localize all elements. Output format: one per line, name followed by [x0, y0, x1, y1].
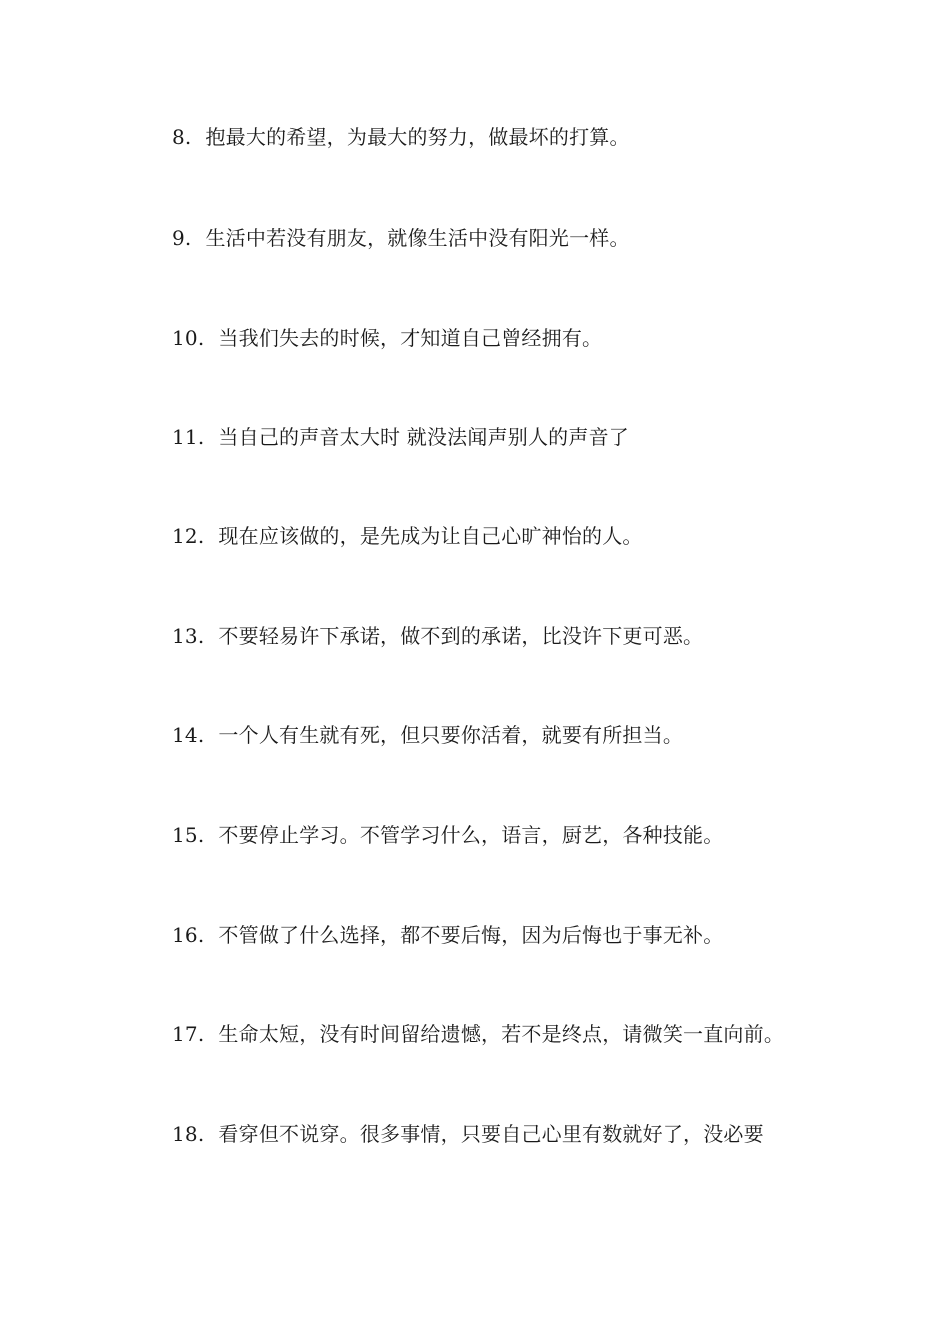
item-number: 17.	[172, 1022, 205, 1046]
list-item	[172, 520, 912, 552]
item-text: 生活中若没有朋友，就像生活中没有阳光一样。	[205, 226, 630, 250]
item-text: 当自己的声音太大时 就没法闻声别人的声音了	[218, 425, 629, 449]
list-item	[172, 919, 912, 951]
list-item	[172, 121, 912, 153]
item-text: 抱最大的希望，为最大的努力，做最坏的打算。	[205, 125, 630, 149]
list-item	[172, 1018, 912, 1050]
item-number: 10.	[172, 326, 205, 350]
item-number: 9.	[172, 226, 192, 250]
list-item	[172, 620, 912, 652]
item-text: 不管做了什么选择，都不要后悔，因为后悔也于事无补。	[218, 923, 724, 947]
item-number: 12.	[172, 524, 205, 548]
item-number: 11.	[172, 425, 205, 449]
item-number: 13.	[172, 624, 205, 648]
list-item	[172, 1118, 912, 1150]
list-item	[172, 322, 912, 354]
item-number: 16.	[172, 923, 205, 947]
item-text: 不要轻易许下承诺，做不到的承诺，比没许下更可恶。	[218, 624, 704, 648]
item-number: 14.	[172, 723, 205, 747]
item-text: 看穿但不说穿。很多事情，只要自己心里有数就好了，没必要	[218, 1122, 764, 1146]
item-text: 不要停止学习。不管学习什么，语言，厨艺，各种技能。	[218, 823, 724, 847]
item-number: 18.	[172, 1122, 205, 1146]
list-item	[172, 222, 912, 254]
item-number: 8.	[172, 125, 192, 149]
list-item	[172, 819, 912, 851]
item-number: 15.	[172, 823, 205, 847]
item-text: 现在应该做的，是先成为让自己心旷神怡的人。	[218, 524, 643, 548]
item-text: 当我们失去的时候，才知道自己曾经拥有。	[218, 326, 603, 350]
item-text: 一个人有生就有死，但只要你活着，就要有所担当。	[218, 723, 684, 747]
list-item	[172, 719, 912, 751]
item-text: 生命太短，没有时间留给遗憾，若不是终点，请微笑一直向前。	[218, 1022, 785, 1046]
list-item	[172, 421, 912, 453]
